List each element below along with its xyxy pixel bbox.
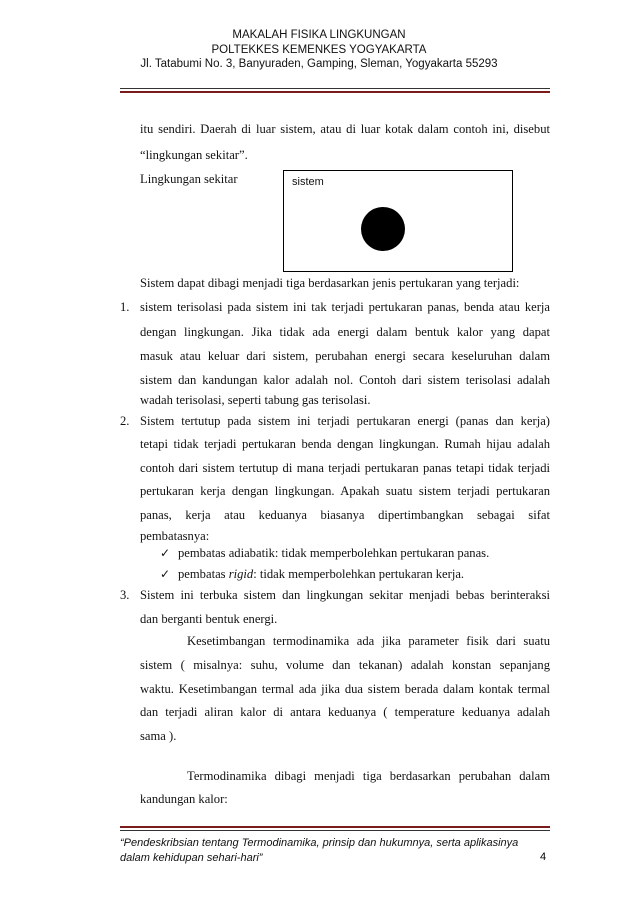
item-2-line: pertukaran kerja dengan lingkungan. Apakah suatu sistem terjadi pertukaran	[140, 484, 550, 498]
item-2-line: tetapi tidak terjadi pertukaran benda dengan lingkungan. Rumah hijau adalah	[140, 437, 550, 451]
system-label: sistem	[292, 176, 324, 188]
item-2-line: pembatasnya:	[140, 529, 210, 543]
checkmark-icon: ✓	[160, 546, 171, 560]
bullet-rigid	[178, 567, 464, 582]
item-3-line: Sistem ini terbuka sistem dan lingkungan sekitar menjadi bebas berinteraksi	[140, 588, 550, 602]
header-institution: POLTEKKES KEMENKES YOGYAKARTA	[211, 43, 427, 56]
equilibrium-line: sistem ( misalnya: suhu, volume dan tekanan) adalah konstan sepanjang	[140, 658, 550, 672]
closing-line: Termodinamika dibagi menjadi tiga berdasarkan perubahan dalam	[187, 769, 550, 783]
item-3-line: dan berganti bentuk energi.	[140, 612, 278, 626]
header-address: Jl. Tatabumi No. 3, Banyuraden, Gamping, Sleman, Yogyakarta 55293	[140, 58, 498, 70]
system-dot	[361, 207, 405, 251]
item-3-number: 3.	[120, 588, 130, 602]
equilibrium-line: Kesetimbangan termodinamika ada jika parameter fisik dari suatu	[187, 634, 550, 648]
footer-rule-thin	[120, 830, 550, 831]
header-title: MAKALAH FISIKA LINGKUNGAN	[232, 29, 406, 41]
equilibrium-line: sama ).	[140, 729, 177, 743]
item-1-line: masuk atau keluar dari sistem, perubahan energi secara keseluruhan dalam	[140, 349, 550, 363]
item-2-line: contoh dari sistem tertutup di mana terjadi pertukaran panas tetapi tidak terjadi	[140, 461, 550, 475]
bullet-rigid-prefix: pembatas	[178, 567, 229, 581]
types-intro: Sistem dapat dibagi menjadi tiga berdasarkan jenis pertukaran yang terjadi:	[140, 276, 520, 290]
footer-line-1: “Pendeskribsian tentang Termodinamika, prinsip dan hukumnya, serta aplikasinya	[120, 837, 519, 849]
page-footer	[120, 836, 550, 866]
item-1-line: wadah terisolasi, seperti tabung gas terisolasi.	[140, 393, 371, 407]
system-diagram	[283, 170, 513, 272]
item-2-number: 2.	[120, 414, 130, 428]
item-1-line: dengan lingkungan. Jika tidak ada energi dalam bentuk kalor yang dapat	[140, 325, 550, 339]
page-number: 4	[540, 851, 547, 863]
bullet-rigid-emphasis: rigid	[228, 567, 254, 581]
bullet-adiabatic: pembatas adiabatik: tidak memperbolehkan pertukaran panas.	[178, 546, 490, 560]
checkmark-icon: ✓	[160, 567, 171, 581]
equilibrium-line: dan terjadi aliran kalor di antara keduanya ( temperature keduanya adalah	[140, 705, 550, 719]
intro-line-2: “lingkungan sekitar”.	[140, 148, 248, 162]
item-2-line: Sistem tertutup pada sistem ini terjadi pertukaran energi (panas dan kerja)	[140, 414, 550, 428]
closing-line: kandungan kalor:	[140, 792, 228, 806]
equilibrium-line: waktu. Kesetimbangan termal ada jika dua sistem berada dalam kontak termal	[140, 682, 550, 696]
item-2-line: panas, kerja atau keduanya biasanya dipertimbangkan sebagai sifat	[140, 508, 550, 522]
intro-line-1: itu sendiri. Daerah di luar sistem, atau di luar kotak dalam contoh ini, disebut	[140, 122, 550, 136]
item-1-line: sistem terisolasi pada sistem ini tak terjadi pertukaran panas, benda atau kerja	[140, 300, 550, 314]
footer-rule-thick	[120, 826, 550, 828]
item-1-number: 1.	[120, 300, 130, 314]
item-1-line: sistem dan kandungan kalor adalah nol. Contoh dari sistem terisolasi adalah	[140, 373, 550, 387]
lingkungan-label: Lingkungan sekitar	[140, 172, 238, 186]
bullet-rigid-suffix: : tidak memperbolehkan pertukaran kerja.	[253, 567, 465, 581]
footer-line-2: dalam kehidupan sehari-hari”	[120, 852, 263, 864]
